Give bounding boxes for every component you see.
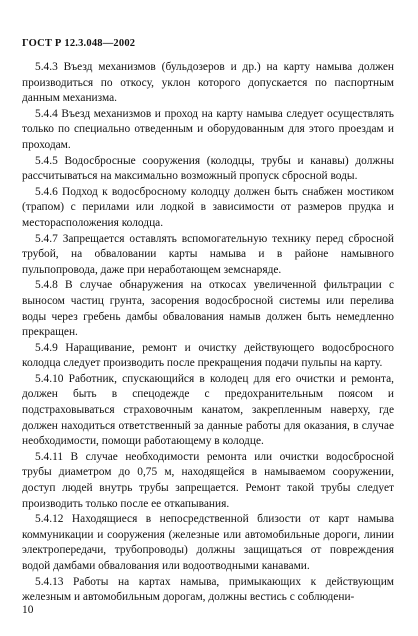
paragraph-5-4-10: 5.4.10 Работник, спускающийся в колодец для его очистки и ремонта, должен быть в спецодежде с предохранительным поясом и подстраховываться страховочным канатом, закрепленным наверху, где должен находиться ответственный за данные работы для оказания, в случае необходимости, помощи работающему в колодце. xyxy=(22,372,394,448)
paragraph-5-4-8: 5.4.8 В случае обнаружения на откосах увеличенной фильтрации с выносом частиц грунта, засорения водосбросной системы или перелива воды через гребень дамбы обвалования намыв должен быть немедленно прекращен. xyxy=(22,279,394,339)
document-header: ГОСТ Р 12.3.048—2002 xyxy=(22,38,136,49)
paragraph-5-4-6: 5.4.6 Подход к водосбросному колодцу должен быть снабжен мостиком (трапом) с перилами или лодкой в зависимости от размеров прудка и месторасположения колодца. xyxy=(22,185,394,229)
page-number: 10 xyxy=(22,604,34,616)
paragraph-5-4-3: 5.4.3 Въезд механизмов (бульдозеров и др.) на карту намыва должен производиться по откосу, уклон которого допускается по паспортным данным механизма. xyxy=(22,61,394,105)
paragraph-5-4-4: 5.4.4 Въезд механизмов и проход на карту намыва следует осуществлять только по специально отведенным и оборудованным для этого проездам и проходам. xyxy=(22,107,394,151)
document-body xyxy=(22,60,394,606)
paragraph-5-4-12: 5.4.12 Находящиеся в непосредственной близости от карт намыва коммуникации и сооружения (железные или автомобильные дороги, линии электропередачи, трубопроводы) должны защищаться от повреждения водой дамбами обвалования или водоотводными канавами. xyxy=(22,513,394,572)
paragraph-5-4-7: 5.4.7 Запрещается оставлять вспомогательную технику перед сбросной трубой, на обваловании карты намыва и в районе намывного пульпопровода, даже при неработающем земснаряде. xyxy=(22,232,394,276)
paragraph-5-4-13: 5.4.13 Работы на картах намыва, примыкающих к действующим железным и автомобильным дорогам, должны вестись с соблюдени- xyxy=(22,575,394,604)
paragraph-5-4-11: 5.4.11 В случае необходимости ремонта или очистки водосбросной трубы диаметром до 0,75 м, находящейся в намываемом сооружении, доступ людей внутрь трубы запрещается. Ремонт такой трубы следует производить только после ее откапывания. xyxy=(22,450,394,510)
paragraph-5-4-9: 5.4.9 Наращивание, ремонт и очистку действующего водосбросного колодца следует производить после прекращения подачи пульпы на карту. xyxy=(22,341,394,370)
paragraph-5-4-5: 5.4.5 Водосбросные сооружения (колодцы, трубы и канавы) должны рассчитываться на максимально возможный пропуск сбросной воды. xyxy=(22,154,394,183)
